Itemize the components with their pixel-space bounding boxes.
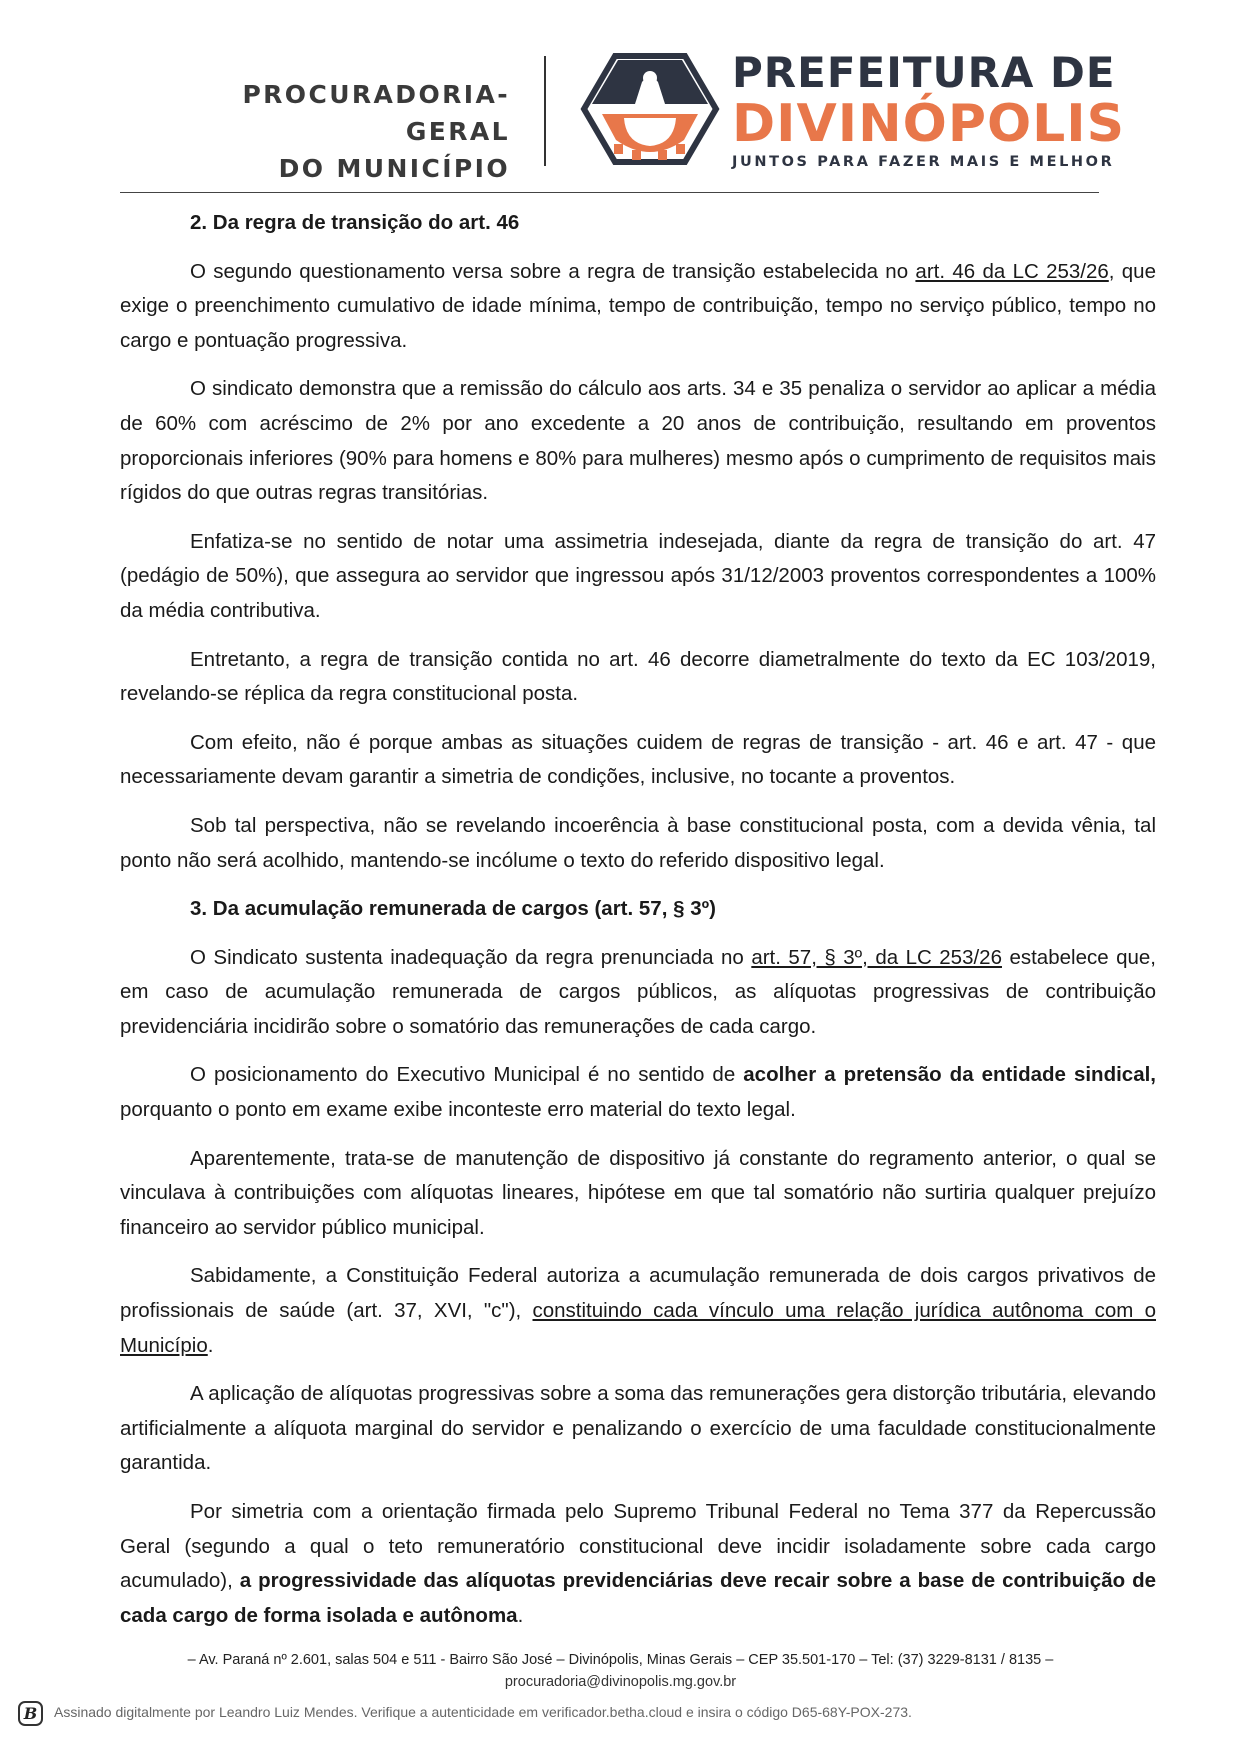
- digital-signature-notice: Assinado digitalmente por Leandro Luiz Mendes. Verifique a autenticidade em verificador.betha.cloud e insira o código D65-68Y-POX-273.: [54, 1704, 912, 1720]
- text-run: Por simetria com a orientação firmada pelo Supremo Tribunal Federal no Tema 377 da Repercussão Geral (segundo a qual o teto remuneratório constitucional deve incidir isoladamente sobre cada cargo acumulado),: [120, 1500, 1156, 1593]
- text-run: porquanto o ponto em exame exibe inconteste erro material do texto legal.: [120, 1098, 796, 1122]
- legal-reference: art. 46 da LC 253/26: [915, 259, 1109, 283]
- document-body: [120, 206, 1156, 1647]
- brand-city: DIVINÓPOLIS: [732, 94, 1126, 154]
- text-run: O posicionamento do Executivo Municipal é no sentido de: [190, 1063, 744, 1087]
- page-header: [0, 0, 1241, 195]
- text-run: Sabidamente, a Constituição Federal autoriza a acumulação remunerada de dois cargos privativos de profissionais de saúde (art. 37, XVI, "c"),: [120, 1264, 1156, 1323]
- header-rule: [120, 192, 1099, 193]
- brand-title: PREFEITURA DE: [732, 48, 1116, 97]
- paragraph: Sob tal perspectiva, não se revelando incoerência à base constitucional posta, com a devida vênia, tal ponto não será acolhido, mantendo-se incólume o texto do referido dispositivo legal.: [120, 813, 1156, 872]
- organization-line-2: DO MUNICÍPIO: [278, 154, 510, 183]
- text-run: estabelece que, em caso de acumulação remunerada de cargos públicos, as alíquotas progressivas de contribuição previdenciária incidirão sobre o somatório das remunerações de cada cargo.: [120, 945, 1156, 1038]
- footer-address: – Av. Paraná nº 2.601, salas 504 e 511 - Bairro São José – Divinópolis, Minas Gerais – CEP 35.501-170 – Tel: (37) 3229-8131 / 8135 –: [187, 1652, 1054, 1668]
- organization-line-1: PROCURADORIA-GERAL: [242, 80, 510, 146]
- text-run: O segundo questionamento versa sobre a regra de transição estabelecida no: [190, 259, 916, 283]
- section-heading-2: 2. Da regra de transição do art. 46: [190, 211, 520, 234]
- paragraph: [120, 1058, 1156, 1127]
- paragraph: A aplicação de alíquotas progressivas sobre a soma das remunerações gera distorção tributária, elevando artificialmente a alíquota marginal do servidor e penalizando o exercício de uma faculdade constitucionalmente garantida.: [120, 1382, 1156, 1475]
- header-divider: [544, 56, 546, 166]
- city-emblem-icon: [580, 52, 720, 167]
- paragraph: Entretanto, a regra de transição contida no art. 46 decorre diametralmente do texto da EC 103/2019, revelando-se réplica da regra constitucional posta.: [120, 647, 1156, 706]
- paragraph: [120, 941, 1156, 1045]
- section-heading-3: 3. Da acumulação remunerada de cargos (art. 57, § 3º): [190, 897, 716, 921]
- footer-email: procuradoria@divinopolis.mg.gov.br: [504, 1674, 737, 1690]
- paragraph: Com efeito, não é porque ambas as situações cuidem de regras de transição - art. 46 e art. 47 - que necessariamente devam garantir a simetria de condições, inclusive, no tocante a proventos.: [120, 730, 1156, 789]
- paragraph: [120, 255, 1156, 359]
- paragraph: [120, 1495, 1156, 1633]
- emphasis: a progressividade das alíquotas previdenciárias deve recair sobre a base de contribuição de cada cargo de forma isolada e autônoma: [120, 1569, 1156, 1627]
- text-run: , que exige o preenchimento cumulativo de idade mínima, tempo de contribuição, tempo no serviço público, tempo no cargo e pontuação progressiva.: [120, 259, 1156, 352]
- brand-tagline: JUNTOS PARA FAZER MAIS E MELHOR: [732, 154, 1115, 170]
- paragraph: [120, 1259, 1156, 1363]
- text-run: .: [517, 1603, 524, 1627]
- underlined-text: constituindo cada vínculo uma relação jurídica autônoma com o Município: [120, 1299, 1156, 1357]
- legal-reference: art. 57, § 3º, da LC 253/26: [751, 945, 1002, 969]
- paragraph: Aparentemente, trata-se de manutenção de dispositivo já constante do regramento anterior, o qual se vinculava à contribuições com alíquotas lineares, hipótese em que tal somatório não surtiria qualquer prejuízo financeiro ao servidor público municipal.: [120, 1146, 1156, 1239]
- organization-name: [150, 76, 510, 187]
- brand-block: [732, 50, 1125, 170]
- emphasis: acolher a pretensão da entidade sindical,: [743, 1063, 1156, 1087]
- footer-email-cut: [0, 1674, 1241, 1691]
- paragraph: O sindicato demonstra que a remissão do cálculo aos arts. 34 e 35 penaliza o servidor ao aplicar a média de 60% com acréscimo de 2% por ano excedente a 20 anos de contribuição, resultando em proventos proporcionais inferiores (90% para homens e 80% para mulheres) mesmo após o cumprimento de requisitos mais rígidos do que outras regras transitórias.: [120, 377, 1156, 505]
- text-run: O Sindicato sustenta inadequação da regra prenunciada no: [190, 945, 752, 969]
- signature-logo-icon: B: [18, 1701, 43, 1726]
- text-run: .: [207, 1333, 214, 1357]
- paragraph: Enfatiza-se no sentido de notar uma assimetria indesejada, diante da regra de transição do art. 47 (pedágio de 50%), que assegura ao servidor que ingressou após 31/12/2003 proventos correspondentes a 100% da média contributiva.: [120, 529, 1156, 622]
